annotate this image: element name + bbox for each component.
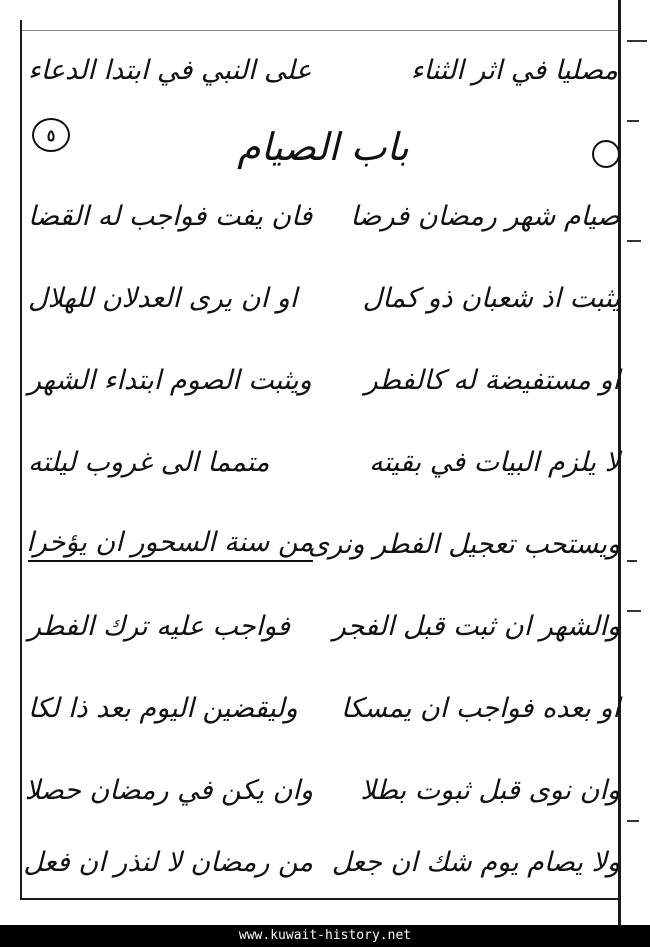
verse-first-hemistich: يثبت اذ شعبان ذو كمال <box>362 282 620 314</box>
verse-line <box>24 760 620 820</box>
verse-second-hemistich: او ان يرى العدلان للهلال <box>28 282 298 314</box>
source-watermark-bar <box>0 925 650 947</box>
verse-second-hemistich: من رمضان لا لنذر ان فعل <box>23 846 313 878</box>
verse-line <box>23 832 620 892</box>
section-number-badge <box>32 118 70 152</box>
verse-first-hemistich: لا يلزم البيات في بقيته <box>369 446 620 478</box>
verse-first-hemistich: ولا يصام يوم شك ان جعل <box>331 846 620 878</box>
header-verse <box>28 40 618 100</box>
verse-second-hemistich: متمما الى غروب ليلته <box>28 446 270 478</box>
source-url: www.kuwait-history.net <box>238 928 412 943</box>
verse-second-hemistich: من سنة السحور ان يؤخرا <box>28 527 313 562</box>
verse-line <box>28 350 620 410</box>
top-rule <box>20 30 620 31</box>
verse-second-hemistich: فواجب عليه ترك الفطر <box>28 610 291 642</box>
verse-line <box>28 432 620 492</box>
verse-line <box>28 186 620 246</box>
verse-end-marker <box>592 140 620 168</box>
verse-first-hemistich: او مستفيضة له كالفطر <box>364 364 620 396</box>
verse-second-hemistich: ويثبت الصوم ابتداء الشهر <box>28 364 312 396</box>
verse-first-hemistich: والشهر ان ثبت قبل الفجر <box>332 610 620 642</box>
bottom-rule <box>20 898 620 900</box>
left-margin-rule <box>20 20 22 900</box>
verse-list <box>23 182 620 892</box>
verse-second-hemistich: وان يكن في رمضان حصلا <box>24 774 313 806</box>
chapter-title-text: باب الصيام <box>237 125 409 169</box>
verse-first-hemistich: وان نوى قبل ثبوت بطلا <box>360 774 620 806</box>
verse-first-hemistich: صيام شهر رمضان فرضا <box>350 200 620 232</box>
page-edge-marks <box>625 0 650 925</box>
verse-line <box>28 514 620 574</box>
header-left-hemistich: على النبي في ابتدا الدعاء <box>28 54 312 86</box>
verse-line <box>28 678 620 738</box>
section-number: ٥ <box>46 125 56 145</box>
chapter-title <box>28 112 618 182</box>
verse-line <box>28 268 620 328</box>
header-right-hemistich: مصليا في اثر الثناء <box>410 54 618 86</box>
verse-first-hemistich: او بعده فواجب ان يمسكا <box>341 692 620 724</box>
verse-second-hemistich: فان يفت فواجب له القضا <box>28 200 313 232</box>
verse-line <box>28 596 620 656</box>
verse-second-hemistich: وليقضين اليوم بعد ذا لكا <box>28 692 298 724</box>
verse-first-hemistich: ويستحب تعجيل الفطر ونرى <box>307 528 620 560</box>
